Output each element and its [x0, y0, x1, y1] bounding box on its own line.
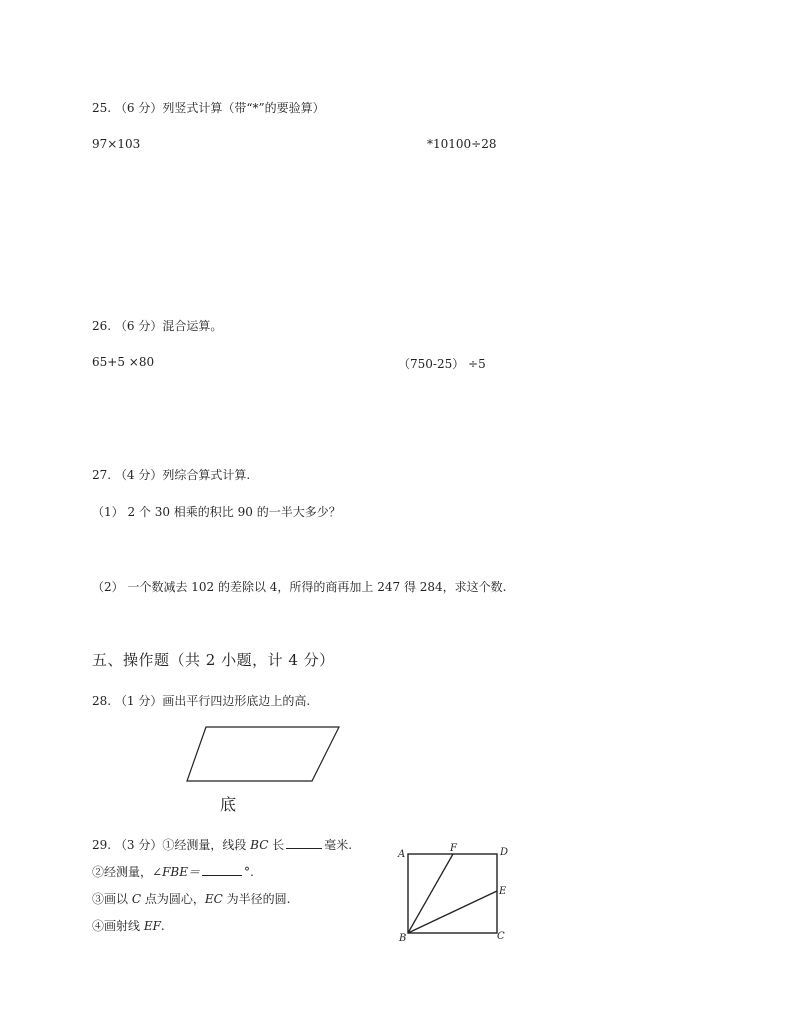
base-label: 底 [220, 795, 237, 814]
point-c-label: C [131, 892, 142, 906]
q29-header-prefix: 29. （3 分）①经测量，线段 [92, 838, 251, 852]
segment-bf [408, 854, 453, 933]
q27-part-1: （1） 2 个 30 相乘的积比 90 的一半大多少？ [92, 505, 341, 519]
q29-header-suffix: 毫米. [324, 838, 353, 852]
q29-item-4 [92, 917, 165, 934]
parallelogram-figure [180, 718, 345, 818]
point-f-label: F [450, 843, 457, 854]
point-b-label: B [399, 933, 407, 944]
q25-expression-1: 97×103 [92, 137, 141, 151]
q29-item4-text-b: . [160, 919, 165, 933]
ray-ef-label: EF [143, 919, 161, 933]
q29-item-3 [92, 890, 290, 907]
q26-header: 26. （6 分）混合运算。 [92, 319, 223, 333]
q26-expression-1: 65+5 ×80 [92, 355, 155, 369]
segment-be [408, 891, 497, 933]
angle-blank[interactable] [202, 864, 242, 876]
q29-item3-text-c: 为半径的圆. [222, 892, 291, 906]
q26-expression-2: （750-25） ÷5 [398, 357, 486, 371]
q25-header: 25. （6 分）列竖式计算（带“*”的要验算） [92, 101, 325, 115]
rectangle-figure [393, 840, 518, 948]
q29-header-mid: 长 [268, 838, 285, 852]
q25-expression-2: *10100÷28 [427, 137, 497, 151]
q29-item-2 [92, 863, 254, 880]
segment-ec-label: EC [204, 892, 223, 906]
q29-item3-text-b: 点为圆心， [141, 892, 205, 906]
q28-header: 28. （1 分）画出平行四边形底边上的高. [92, 694, 311, 708]
bc-length-blank[interactable] [286, 837, 322, 849]
parallelogram-shape [187, 727, 339, 781]
point-a-label: A [398, 849, 406, 860]
q29-item2-suffix: °. [243, 865, 254, 879]
q27-part-2: （2） 一个数减去 102 的差除以 4，所得的商再加上 247 得 284，求这个数. [92, 580, 507, 594]
q29-item2-prefix: ②经测量， [92, 865, 153, 879]
point-c-figure-label: C [497, 931, 505, 942]
point-e-label: E [499, 886, 507, 897]
q29-item3-text-a: ③画以 [92, 892, 132, 906]
angle-label: ∠FBE＝ [152, 865, 200, 879]
point-d-label: D [500, 847, 509, 858]
rectangle-abcd [408, 854, 497, 933]
section-title: 五、操作题（共 2 小题，计 4 分） [92, 651, 335, 669]
q27-header: 27. （4 分）列综合算式计算. [92, 468, 251, 482]
q29-item-1 [92, 836, 352, 853]
segment-bc-label: BC [250, 838, 269, 852]
q29-item4-text-a: ④画射线 [92, 919, 144, 933]
